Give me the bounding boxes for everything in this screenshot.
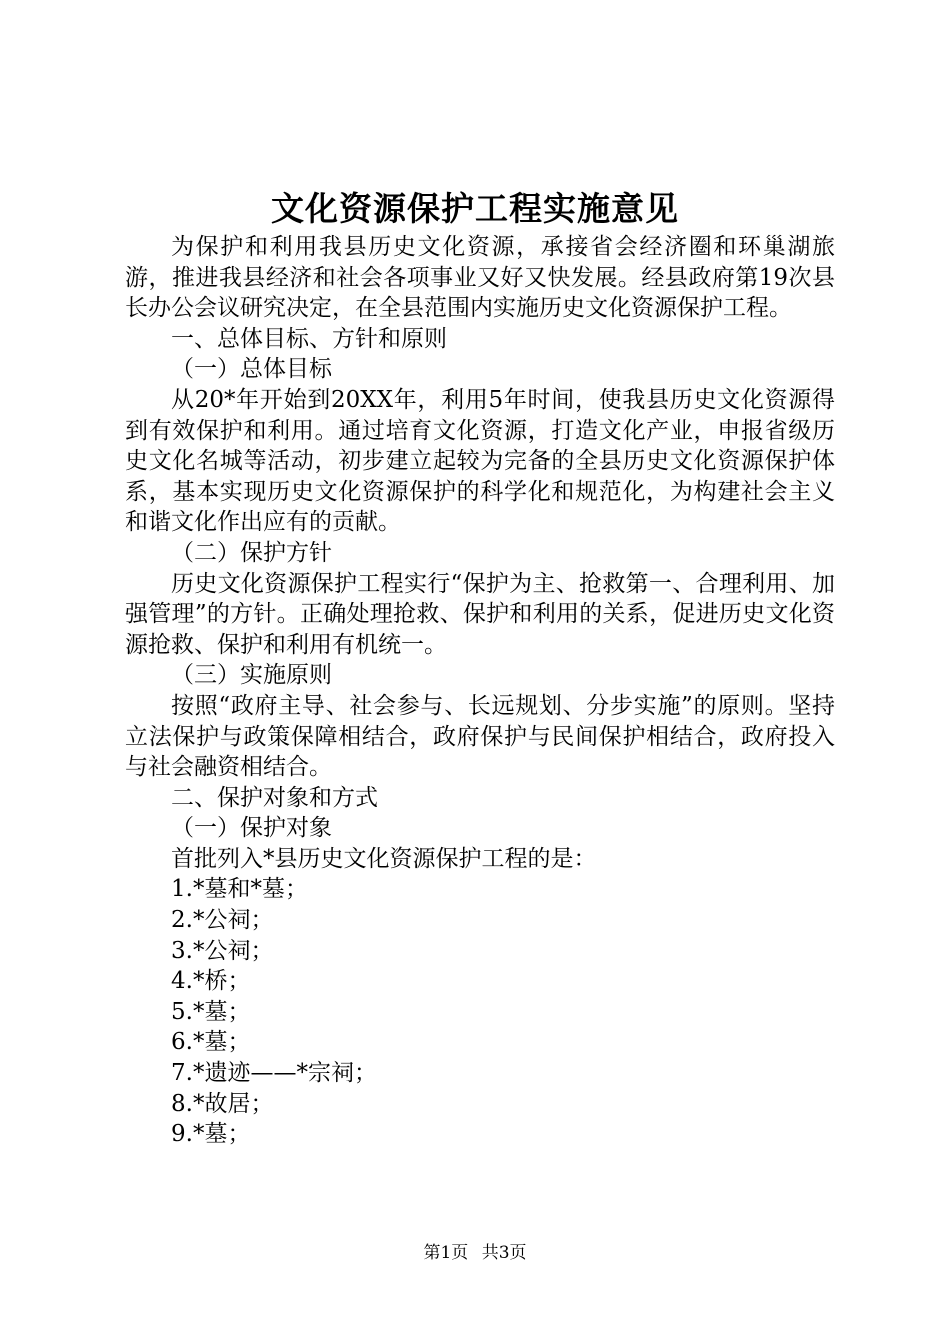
paragraph: 按照“政府主导、社会参与、长远规划、分步实施”的原则。坚持立法保护与政策保障相结合，政府保护与民间保护相结合，政府投入与社会融资相结合。 <box>125 692 835 781</box>
document-body <box>125 232 835 1150</box>
list-item: 7.*遗迹——*宗祠； <box>171 1060 377 1087</box>
list-item: 3.*公祠； <box>171 937 274 964</box>
list-item: 5.*墓； <box>171 998 251 1025</box>
list-lead: 首批列入*县历史文化资源保护工程的是： <box>171 845 597 872</box>
paragraph: 历史文化资源保护工程实行“保护为主、抢救第一、合理利用、加强管理”的方针。正确处理抢救、保护和利用的关系，促进历史文化资源抢救、保护和利用有机统一。 <box>125 570 835 658</box>
list-item: 2.*公祠； <box>171 907 274 934</box>
list-item: 6.*墓； <box>171 1029 251 1056</box>
section-heading: 一、总体目标、方针和原则 <box>171 325 447 352</box>
subsection-heading: （二）保护方针 <box>171 539 332 566</box>
subsection-heading: （一）保护对象 <box>171 815 332 842</box>
list-item: 9.*墓； <box>171 1121 251 1148</box>
list-item: 4.*桥； <box>171 968 251 995</box>
subsection-heading: （三）实施原则 <box>171 662 332 689</box>
intro-paragraph: 为保护和利用我县历史文化资源，承接省会经济圈和环巢湖旅游，推进我县经济和社会各项事业又好又快发展。经县政府第19次县长办公会议研究决定，在全县范围内实施历史文化资源保护工程。 <box>125 234 835 322</box>
paragraph: 从20*年开始到20XX年，利用5年时间，使我县历史文化资源得到有效保护和利用。通过培育文化资源，打造文化产业，申报省级历史文化名城等活动，初步建立起较为完备的全县历史文化资源保护体系，基本实现历史文化资源保护的科学化和规范化，为构建社会主义和谐文化作出应有的贡献。 <box>125 386 835 536</box>
page-total: 共3页 <box>481 1243 527 1263</box>
document-title: 文化资源保护工程实施意见 <box>271 189 679 228</box>
list-item: 8.*故居； <box>171 1090 274 1117</box>
list-item: 1.*墓和*墓； <box>171 876 308 903</box>
page-number: 第1页 <box>423 1243 469 1263</box>
page-footer <box>0 1241 950 1265</box>
section-heading: 二、保护对象和方式 <box>171 784 378 811</box>
subsection-heading: （一）总体目标 <box>171 356 332 383</box>
